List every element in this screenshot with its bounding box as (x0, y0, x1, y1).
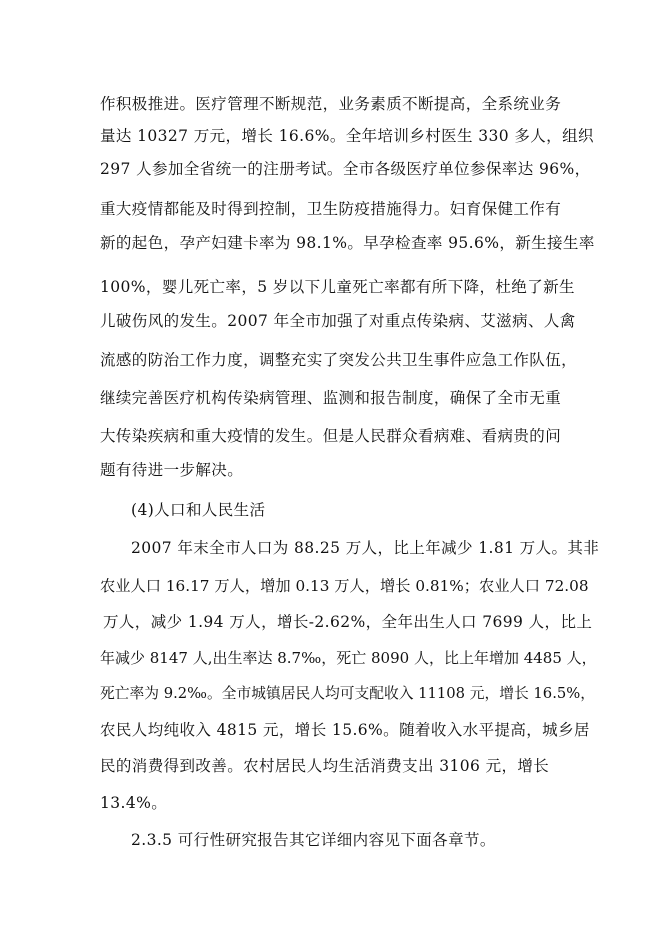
text-line: 题有待进一步解决。 (100, 461, 244, 479)
text-line: 农民人均纯收入 4815 元，增长 15.6%。随着收入水平提高，城乡居 (100, 721, 590, 739)
text-line: 新的起色，孕产妇建卡率为 98.1%。早孕检查率 95.6%，新生接生率 (100, 234, 595, 252)
text-line: 儿破伤风的发生。2007 年全市加强了对重点传染病、艾滋病、人禽 (100, 312, 576, 330)
text-line: 万人，减少 1.94 万人，增长-2.62%，全年出生人口 7699 人，比上 (103, 613, 593, 631)
text-line: 2007 年末全市人口为 88.25 万人，比上年减少 1.81 万人。其非 (131, 539, 600, 557)
section-heading: (4)人口和人民生活 (131, 501, 266, 519)
text-line: 量达 10327 万元，增长 16.6%。全年培训乡村医生 330 多人，组织 (100, 127, 594, 145)
text-line: 100%，婴儿死亡率，5 岁以下儿童死亡率都有所下降，杜绝了新生 (100, 278, 575, 296)
text-line: 13.4%。 (100, 794, 168, 812)
text-line: 大传染疾病和重大疫情的发生。但是人民群众看病难、看病贵的问 (100, 427, 562, 445)
text-line: 重大疫情都能及时得到控制，卫生防疫措施得力。妇育保健工作有 (100, 200, 562, 218)
text-line: 民的消费得到改善。农村居民人均生活消费支出 3106 元，增长 (100, 757, 550, 775)
text-line: 继续完善医疗机构传染病管理、监测和报告制度，确保了全市无重 (100, 389, 562, 407)
text-line: 作积极推进。医疗管理不断规范，业务素质不断提高，全系统业务 (100, 95, 562, 113)
text-line: 农业人口 16.17 万人，增加 0.13 万人，增长 0.81%；农业人口 72.08 (100, 577, 589, 595)
text-line: 死亡率为 9.2‰。全市城镇居民人均可支配收入 11108 元，增长 16.5%， (100, 685, 596, 702)
text-line: 年减少 8147 人,出生率达 8.7‰，死亡 8090 人，比上年增加 4485 人， (100, 649, 597, 667)
closing-line: 2.3.5 可行性研究报告其它详细内容见下面各章节。 (131, 831, 496, 849)
text-line: 流感的防治工作力度，调整充实了突发公共卫生事件应急工作队伍， (100, 351, 578, 369)
text-line: 297 人参加全省统一的注册考试。全市各级医疗单位参保率达 96%， (100, 160, 591, 178)
